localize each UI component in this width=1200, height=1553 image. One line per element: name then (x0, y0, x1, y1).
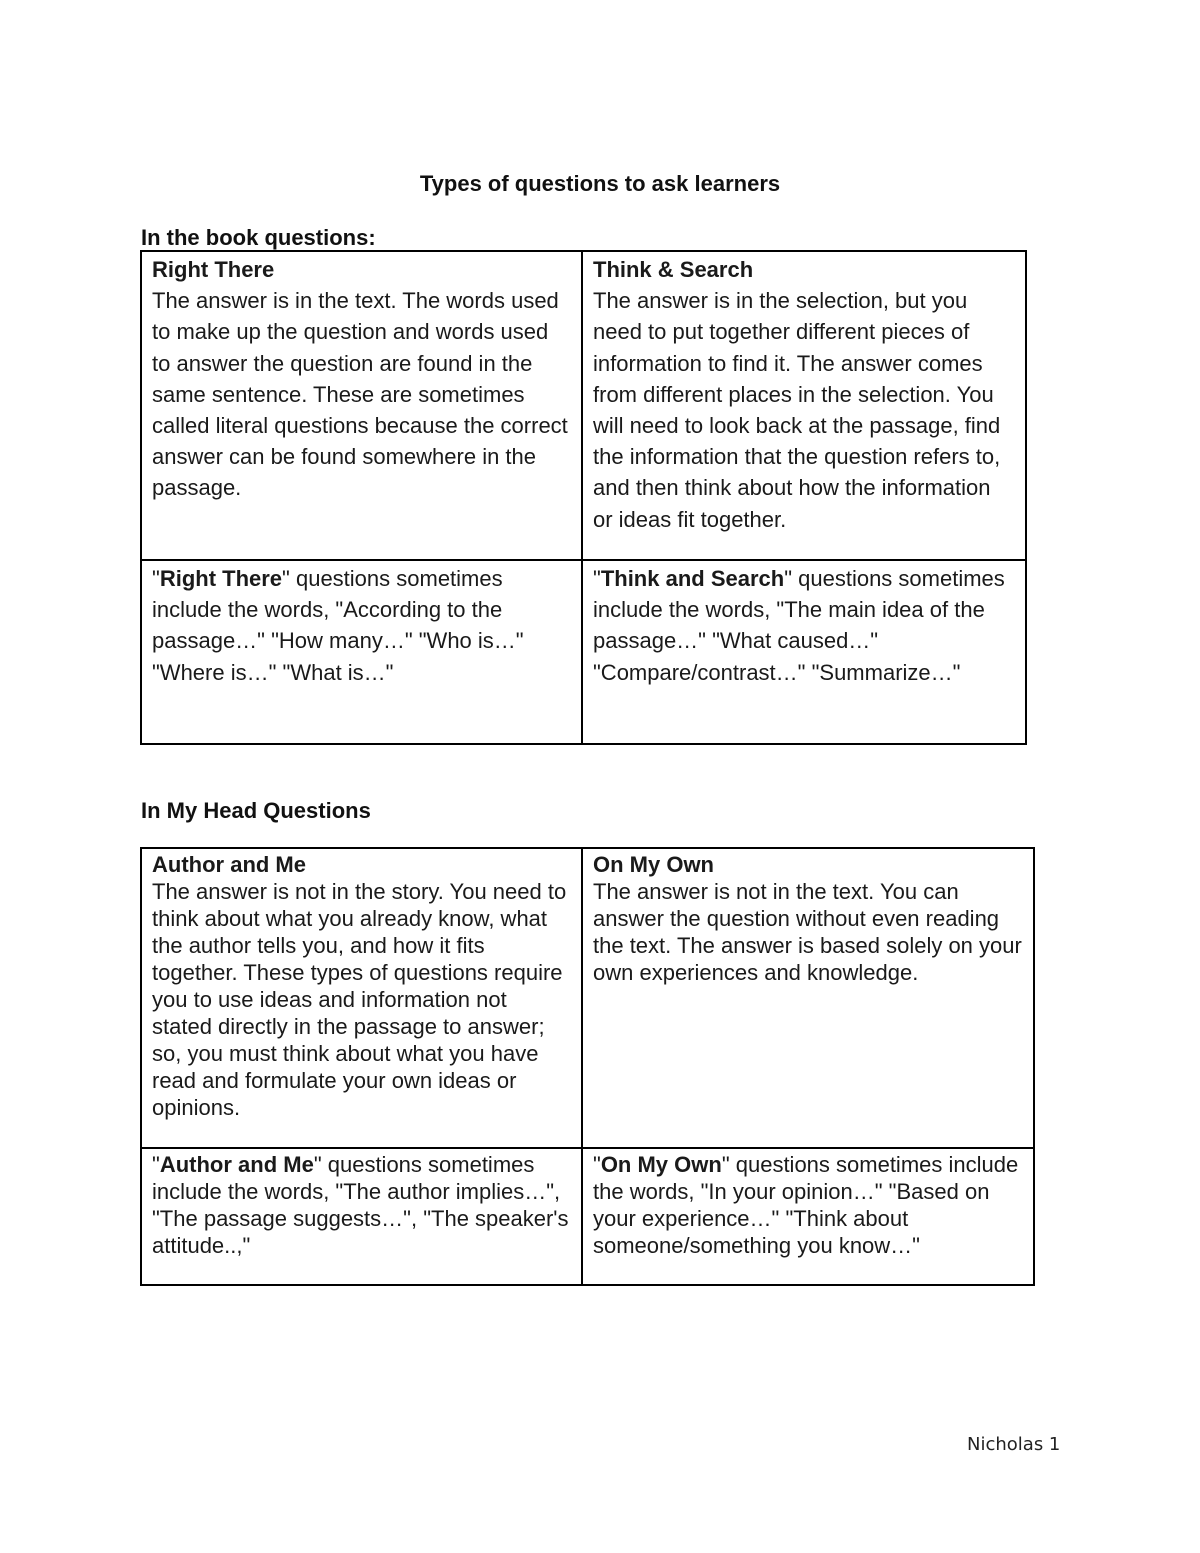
cell-title: Think & Search (593, 257, 754, 282)
cell-body: The answer is not in the story. You need to think about what you already know, what the author tells you, and how it fits together. These types of questions require you to use ideas and information not stated directly in the passage to answer; so, you must think about what you have read and formulate your own ideas or opinions. (152, 879, 567, 1120)
cell-body: The answer is not in the text. You can answer the question without even reading the text. The answer is based solely on your own experiences and knowledge. (593, 879, 1022, 985)
table-row (141, 251, 1026, 560)
cell-title: Right There (152, 257, 275, 282)
example-term: Right There (159, 566, 283, 591)
example-text: " questions sometimes include the words, "The author implies…", "The passage suggests…", "The speaker's attitude..," (152, 1152, 569, 1258)
cell-author-me-examples (141, 1148, 582, 1285)
cell-title: Author and Me (152, 852, 306, 877)
cell-think-search-examples (582, 560, 1026, 744)
in-my-head-table (140, 847, 1035, 1286)
example-text: " questions sometimes include the words, "The main idea of the passage…" "What caused…" "Compare/contrast…" "Summarize…" (593, 566, 1005, 685)
cell-think-search-definition (582, 251, 1026, 560)
table-row (141, 1148, 1034, 1285)
cell-title: On My Own (593, 852, 714, 877)
example-term: On My Own (600, 1152, 722, 1177)
table-row (141, 560, 1026, 744)
quote-open: " (593, 566, 601, 591)
cell-right-there-examples (141, 560, 582, 744)
example-text: " questions sometimes include the words, "In your opinion…" "Based on your experience…" "Think about someone/something you know…" (593, 1152, 1019, 1258)
cell-author-me-definition (141, 848, 582, 1148)
quote-open: " (152, 566, 160, 591)
in-the-book-table (140, 250, 1027, 745)
cell-body: The answer is in the text. The words used to make up the question and words used to answer the question are found in the same sentence. These are sometimes called literal questions because the correct answer can be found somewhere in the passage. (152, 288, 568, 501)
quote-open: " (152, 1152, 160, 1177)
cell-right-there-definition (141, 251, 582, 560)
section-heading-in-the-book: In the book questions: (141, 225, 376, 250)
quote-open: " (593, 1152, 601, 1177)
section-heading-in-my-head: In My Head Questions (141, 798, 371, 823)
table-row (141, 848, 1034, 1148)
cell-on-my-own-definition (582, 848, 1034, 1148)
document-title: Types of questions to ask learners (419, 171, 781, 196)
cell-body: The answer is in the selection, but you need to put together different pieces of information to find it. The answer comes from different places in the selection. You will need to look back at the passage, find the information that the question refers to, and then think about how the information or ideas fit together. (593, 288, 1001, 532)
example-term: Author and Me (159, 1152, 314, 1177)
page-footer: Nicholas 1 (967, 1434, 1061, 1455)
cell-on-my-own-examples (582, 1148, 1034, 1285)
example-term: Think and Search (600, 566, 785, 591)
example-text: " questions sometimes include the words, "According to the passage…" "How many…" "Who is…" "Where is…" "What is…" (152, 566, 524, 685)
